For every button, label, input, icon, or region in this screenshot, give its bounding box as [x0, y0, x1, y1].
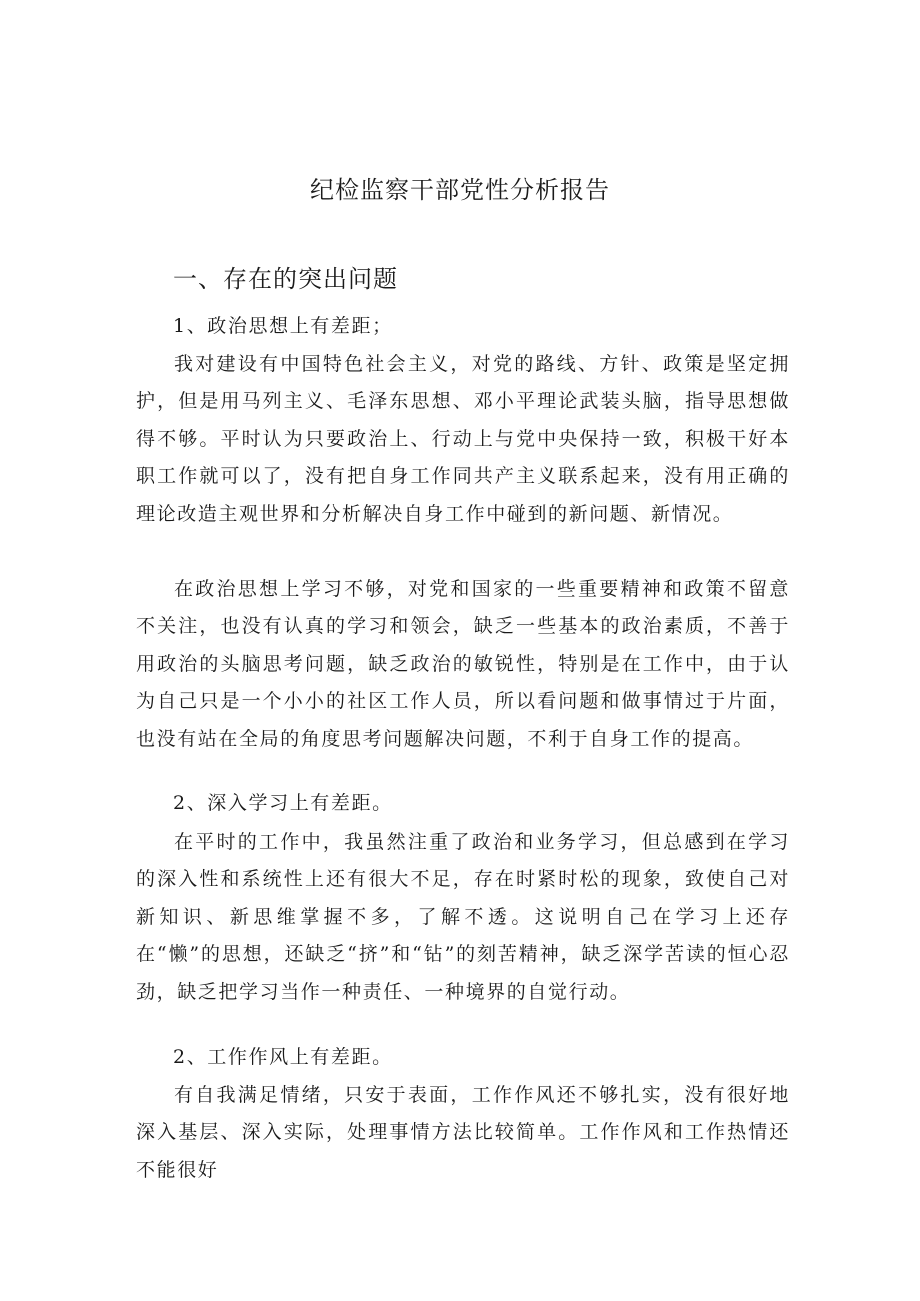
subheading-political-thought: 1、政治思想上有差距； — [173, 315, 393, 337]
paragraph-study-gap: 在平时的工作中，我虽然注重了政治和业务学习，但总感到在学习的深入性和系统性上还有很大不足，存在时紧时松的现象，致使自己对新知识、新思维掌握不多，了解不透。这说明自己在学习上还存在“懒”的思想，还缺乏“挤”和“钻”的刻苦精神，缺乏深学苦读的恒心忍劲，缺乏把学习当作一种责任、一种境界的自觉行动。 — [136, 831, 790, 1003]
subheading-deep-study: 2、深入学习上有差距。 — [173, 792, 393, 814]
paragraph-political-study: 在政治思想上学习不够，对党和国家的一些重要精神和政策不留意不关注，也没有认真的学习和领会，缺乏一些基本的政治素质，不善于用政治的头脑思考问题，缺乏政治的敏锐性，特别是在工作中，由于认为自己只是一个小小的社区工作人员，所以看问题和做事情过于片面，也没有站在全局的角度思考问题解决问题，不利于自身工作的提高。 — [136, 578, 790, 750]
subheading-work-style: 2、工作作风上有差距。 — [173, 1046, 393, 1068]
section-heading: 一、存在的突出问题 — [173, 265, 398, 293]
paragraph-work-style: 有自我满足情绪，只安于表面，工作作风还不够扎实，没有很好地深入基层、深入实际，处理事情方法比较简单。工作作风和工作热情还不能很好 — [136, 1084, 790, 1181]
document-title: 纪检监察干部党性分析报告 — [310, 176, 610, 204]
paragraph-political-stance: 我对建设有中国特色社会主义，对党的路线、方针、政策是坚定拥护，但是用马列主义、毛泽东思想、邓小平理论武装头脑，指导思想做得不够。平时认为只要政治上、行动上与党中央保持一致，积极干好本职工作就可以了，没有把自身工作同共产主义联系起来，没有用正确的理论改造主观世界和分析解决自身工作中碰到的新问题、新情况。 — [136, 353, 790, 525]
